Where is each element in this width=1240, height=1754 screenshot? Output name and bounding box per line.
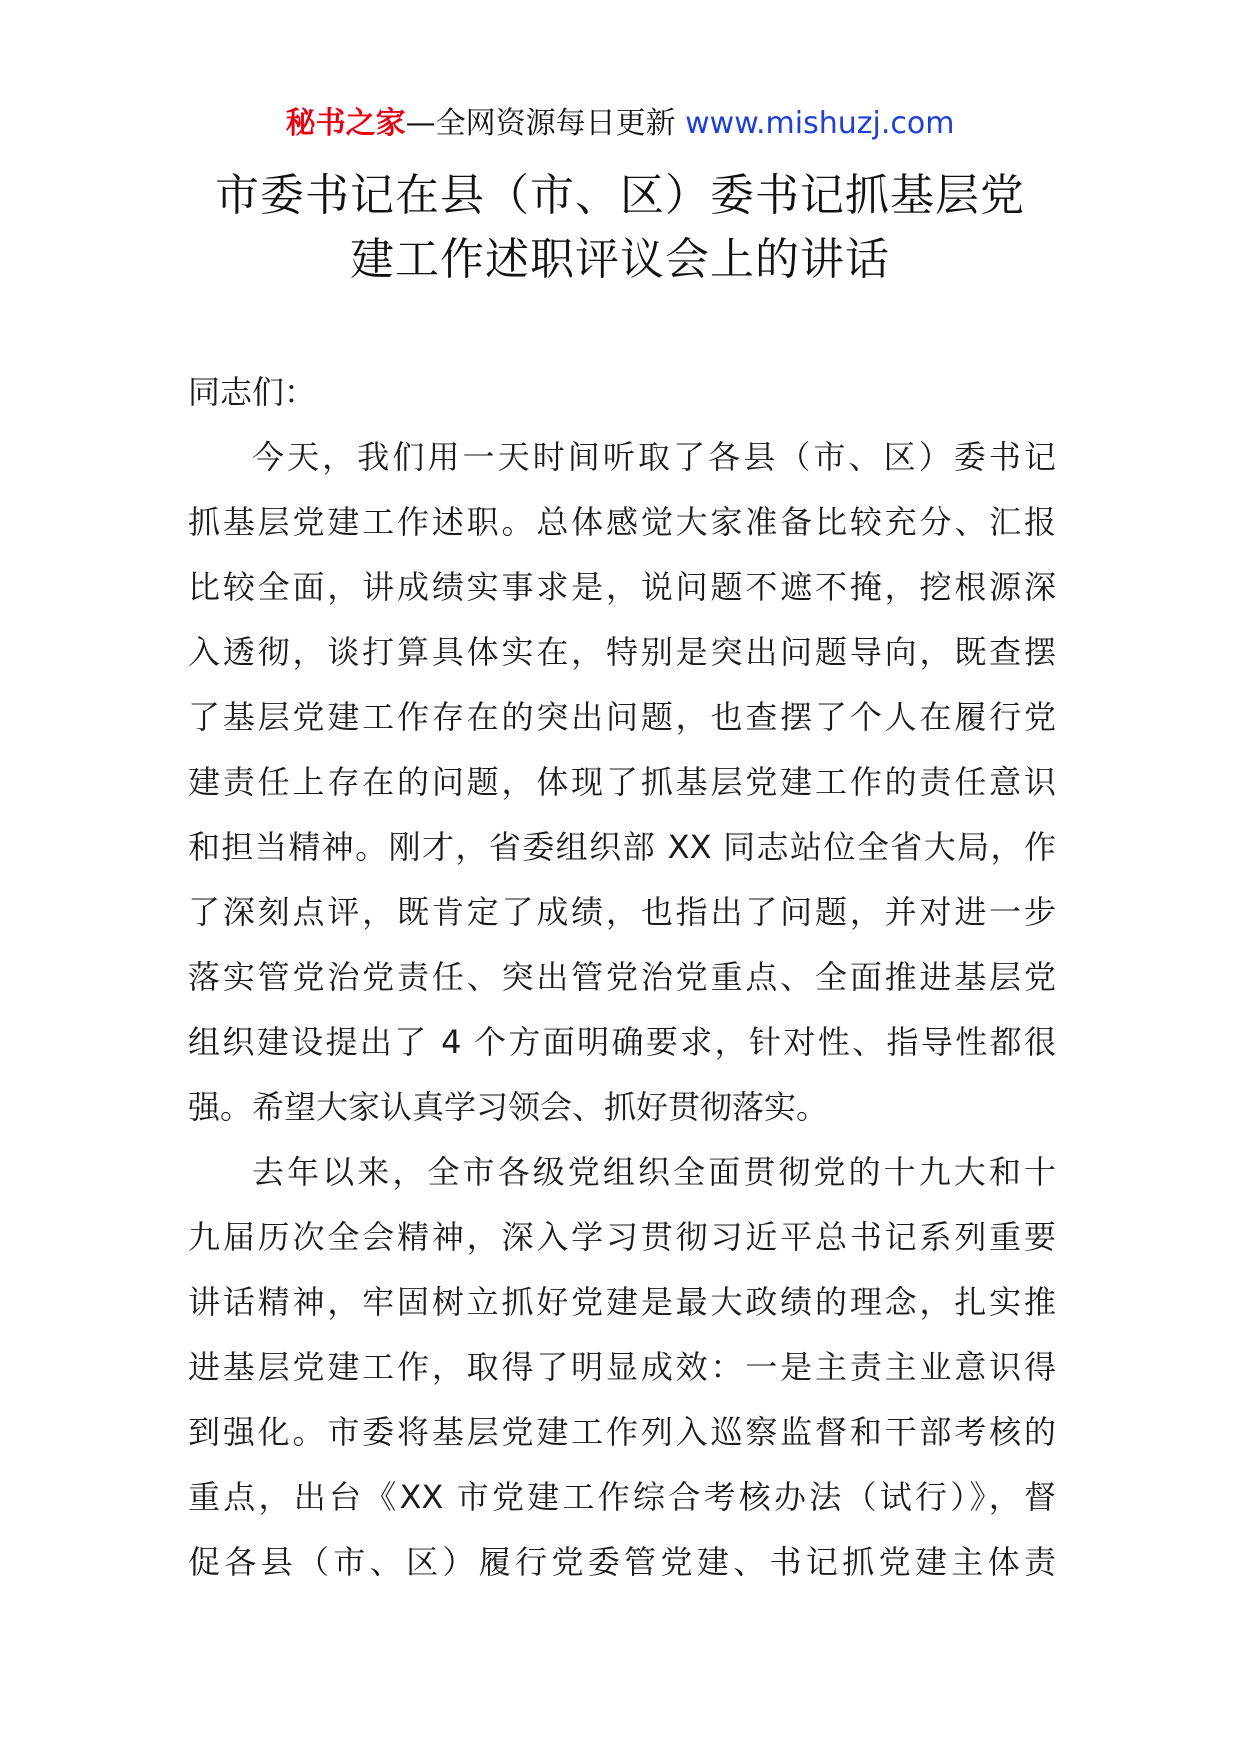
paragraph-line: 到强化。市委将基层党建工作列入巡察监督和干部考核的 — [188, 1413, 1056, 1451]
document-title — [0, 164, 1240, 292]
site-url-link[interactable]: www.mishuzj.com — [685, 106, 955, 141]
paragraph-line: 重点，出台《XX 市党建工作综合考核办法（试行）》，督 — [188, 1478, 1056, 1516]
title-line-1: 市委书记在县（市、区）委书记抓基层党 — [215, 170, 1025, 221]
paragraph-line: 比较全面，讲成绩实事求是，说问题不遮不掩，挖根源深 — [188, 568, 1056, 606]
paragraph-line: 强。希望大家认真学习领会、抓好贯彻落实。 — [188, 1088, 829, 1126]
paragraph-line: 进基层党建工作，取得了明显成效：一是主责主业意识得 — [188, 1348, 1056, 1386]
paragraph-line: 了基层党建工作存在的突出问题，也查摆了个人在履行党 — [188, 698, 1056, 736]
paragraph-line: 了深刻点评，既肯定了成绩，也指出了问题，并对进一步 — [188, 893, 1056, 931]
salutation: 同志们： — [188, 373, 317, 411]
paragraph-line: 抓基层党建工作述职。总体感觉大家准备比较充分、汇报 — [188, 503, 1056, 541]
paragraph-line: 讲话精神，牢固树立抓好党建是最大政绩的理念，扎实推 — [188, 1283, 1056, 1321]
title-line-2: 建工作述职评议会上的讲话 — [350, 234, 890, 285]
paragraph-line: 建责任上存在的问题，体现了抓基层党建工作的责任意识 — [188, 763, 1056, 801]
document-body — [188, 360, 1056, 1595]
paragraph-line: 和担当精神。刚才，省委组织部 XX 同志站位全省大局，作 — [188, 828, 1056, 866]
site-header — [0, 100, 1240, 148]
paragraph-line: 落实管党治党责任、突出管党治党重点、全面推进基层党 — [188, 958, 1056, 996]
brand-name: 秘书之家 — [285, 106, 406, 141]
paragraph-2 — [188, 1140, 1056, 1595]
header-tagline: —全网资源每日更新 — [405, 106, 676, 141]
paragraph-line: 今天，我们用一天时间听取了各县（市、区）委书记 — [252, 438, 1056, 476]
paragraph-line: 去年以来，全市各级党组织全面贯彻党的十九大和十 — [252, 1153, 1056, 1191]
paragraph-1 — [188, 425, 1056, 1140]
paragraph-line: 组织建设提出了 4 个方面明确要求，针对性、指导性都很 — [188, 1023, 1056, 1061]
paragraph-line: 入透彻，谈打算具体实在，特别是突出问题导向，既查摆 — [188, 633, 1056, 671]
paragraph-line: 促各县（市、区）履行党委管党建、书记抓党建主体责 — [188, 1543, 1056, 1581]
paragraph-line: 九届历次全会精神，深入学习贯彻习近平总书记系列重要 — [188, 1218, 1056, 1256]
